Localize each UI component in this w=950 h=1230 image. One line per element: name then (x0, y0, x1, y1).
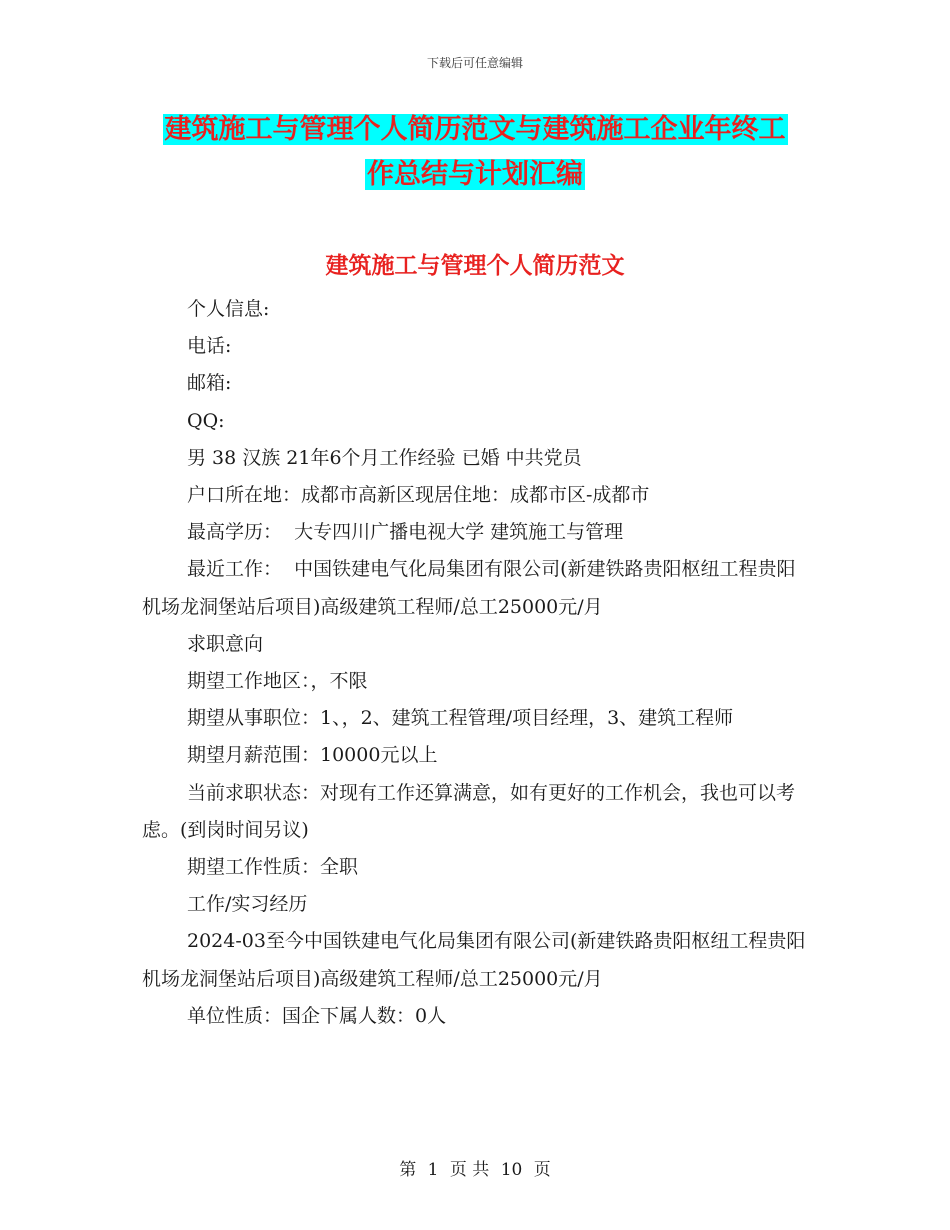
qq-label: QQ: (187, 409, 225, 432)
personal-info-label: 个人信息: (187, 298, 270, 320)
job-status: 当前求职状态：对现有工作还算满意，如有更好的工作机会，我也可以考虑。(到岗时间另议) (142, 781, 796, 841)
footer-total-pages: 10 (500, 1160, 523, 1180)
job-intent-heading: 求职意向 (187, 632, 264, 655)
expected-region: 期望工作地区：，不限 (187, 670, 368, 693)
expected-position: 期望从事职位：1、，2、建筑工程管理/项目经理，3、建筑工程师 (187, 707, 734, 730)
resume-body (142, 291, 812, 1035)
document-title-line-1 (0, 110, 950, 150)
company-nature: 单位性质：国企下属人数：0人 (187, 1004, 447, 1027)
residence-info: 户口所在地：成都市高新区现居住地：成都市区-成都市 (187, 484, 650, 507)
document-title-text-1: 建筑施工与管理个人简历范文与建筑施工企业年终工 (164, 114, 786, 145)
section-title: 建筑施工与管理个人简历范文 (325, 252, 625, 279)
work-experience-heading: 工作/实习经历 (187, 893, 308, 916)
document-title-line-2 (0, 155, 950, 195)
document-title-text-2: 作总结与计划汇编 (367, 159, 583, 190)
education-info: 最高学历： 大专四川广播电视大学 建筑施工与管理 (187, 521, 624, 544)
header-note: 下载后可任意编辑 (426, 56, 523, 70)
footer-prefix: 第 (399, 1160, 417, 1180)
phone-label: 电话: (187, 335, 232, 358)
recent-work-info: 最近工作： 中国铁建电气化局集团有限公司(新建铁路贵阳枢纽工程贵阳机场龙洞堡站后项目)高级建筑工程师/总工25000元/月 (142, 558, 796, 618)
work-experience-entry: 2024-03至今中国铁建电气化局集团有限公司(新建铁路贵阳枢纽工程贵阳机场龙洞堡站后项目)高级建筑工程师/总工25000元/月 (142, 930, 806, 990)
job-type: 期望工作性质：全职 (187, 856, 359, 879)
basic-info: 男 38 汉族 21年6个月工作经验 已婚 中共党员 (187, 446, 582, 469)
email-label: 邮箱: (187, 372, 232, 395)
page-footer (0, 1155, 950, 1180)
footer-middle: 页 共 (449, 1160, 490, 1180)
expected-salary: 期望月薪范围：10000元以上 (187, 744, 438, 767)
footer-page-number: 1 (427, 1160, 439, 1180)
footer-suffix: 页 (533, 1160, 551, 1180)
